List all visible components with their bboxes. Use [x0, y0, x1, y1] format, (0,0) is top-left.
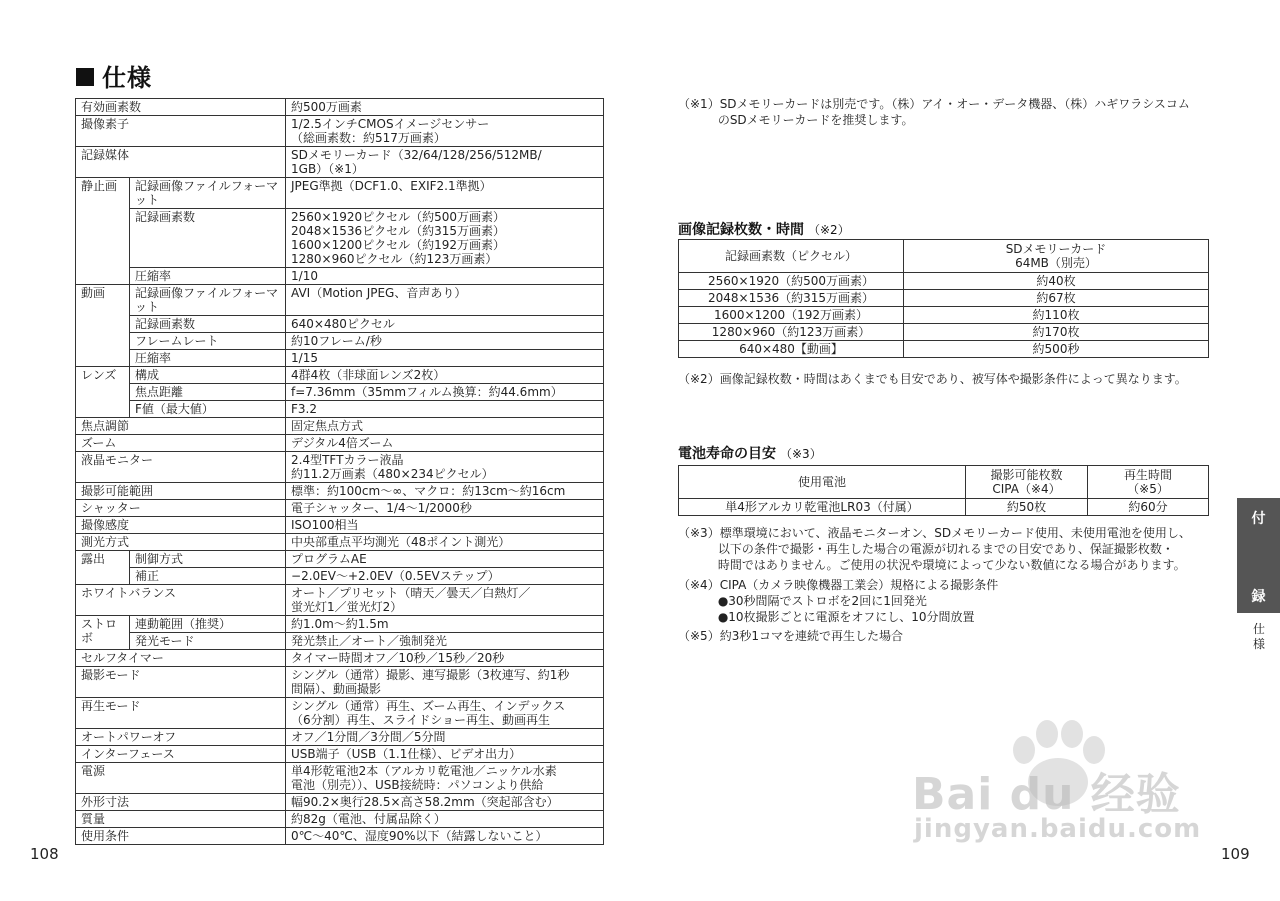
spec-group-label: 動画 — [76, 285, 130, 367]
table-row — [76, 650, 604, 667]
table-row — [76, 99, 604, 116]
spec-value: 単4形乾電池2本（アルカリ乾電池／ニッケル水素 電池（別売））、USB接続時：パソコンより供給 — [286, 763, 604, 794]
spec-label: 記録媒体 — [76, 147, 286, 178]
spec-value: 約82g（電池、付属品除く） — [286, 811, 604, 828]
battery-table — [678, 465, 1209, 516]
table-row — [76, 384, 604, 401]
spec-value: 640×480ピクセル — [286, 316, 604, 333]
spec-label: 電源 — [76, 763, 286, 794]
table-row — [76, 633, 604, 650]
table-row — [76, 616, 604, 633]
spec-value: ISO100相当 — [286, 517, 604, 534]
table-row — [679, 499, 1209, 516]
watermark-text: Bai du 经验 — [912, 769, 1181, 820]
table-row — [76, 698, 604, 729]
spec-label: 液晶モニター — [76, 452, 286, 483]
spec-label: シャッター — [76, 500, 286, 517]
spec-value: 2.4型TFTカラー液晶 約11.2万画素（480×234ピクセル） — [286, 452, 604, 483]
spec-value: 幅90.2×奥行28.5×高さ58.2mm（突起部含む） — [286, 794, 604, 811]
table-row — [76, 828, 604, 845]
spec-item-label: 記録画像ファイルフォーマット — [130, 178, 286, 209]
spec-item-label: 連動範囲（推奨） — [130, 616, 286, 633]
table-row — [76, 585, 604, 616]
record-section-title: 画像記録枚数・時間 （※2） — [678, 222, 850, 238]
table-row — [679, 307, 1209, 324]
spec-value: 約1.0m〜約1.5m — [286, 616, 604, 633]
spec-label: 撮影モード — [76, 667, 286, 698]
table-row — [76, 568, 604, 585]
note-2: （※2）画像記録枚数・時間はあくまでも目安であり、被写体や撮影条件によって異なります。 — [678, 372, 1187, 386]
spec-item-label: 記録画素数 — [130, 209, 286, 268]
spec-value: 発光禁止／オート／強制発光 — [286, 633, 604, 650]
table-row — [679, 324, 1209, 341]
page-number-right: 109 — [1221, 845, 1250, 863]
table-row — [76, 285, 604, 316]
battery-header-cell: 撮影可能枚数 CIPA（※4） — [966, 466, 1088, 499]
spec-item-label: 発光モード — [130, 633, 286, 650]
spec-label: 撮像感度 — [76, 517, 286, 534]
spec-value: 2560×1920ピクセル（約500万画素） 2048×1536ピクセル（約315万画素） 1600×1200ピクセル（約192万画素） 1280×960ピクセル（約123万画素） — [286, 209, 604, 268]
record-cell: 640×480【動画】 — [679, 341, 904, 358]
table-row — [76, 811, 604, 828]
battery-header-row — [679, 466, 1209, 499]
spec-label: 焦点調節 — [76, 418, 286, 435]
table-row — [76, 401, 604, 418]
battery-section-title: 電池寿命の目安 （※3） — [678, 446, 822, 462]
spec-item-label: 圧縮率 — [130, 350, 286, 367]
spec-value: オート／プリセット（晴天／曇天／白熱灯／ 蛍光灯1／蛍光灯2） — [286, 585, 604, 616]
battery-cell: 約60分 — [1088, 499, 1209, 516]
spec-label: 撮影可能範囲 — [76, 483, 286, 500]
note-4: （※4）CIPA（カメラ映像機器工業会）規格による撮影条件 ●30秒間隔でストロボを2回に1回発光 ●10枚撮影ごとに電源をオフにし、10分間放置 — [678, 578, 999, 624]
spec-item-label: 構成 — [130, 367, 286, 384]
record-cell: 約40枚 — [904, 273, 1209, 290]
table-row — [679, 341, 1209, 358]
battery-cell: 単4形アルカリ乾電池LR03（付属） — [679, 499, 966, 516]
spec-label: 質量 — [76, 811, 286, 828]
record-table — [678, 239, 1209, 358]
spec-value: 約10フレーム/秒 — [286, 333, 604, 350]
record-cell: 約170枚 — [904, 324, 1209, 341]
spec-item-label: フレームレート — [130, 333, 286, 350]
spec-item-label: 焦点距離 — [130, 384, 286, 401]
spec-table — [75, 98, 604, 845]
table-row — [76, 551, 604, 568]
record-cell: 約500秒 — [904, 341, 1209, 358]
spec-value: 標準：約100cm〜∞、マクロ：約13cm〜約16cm — [286, 483, 604, 500]
table-row — [76, 794, 604, 811]
table-row — [76, 116, 604, 147]
table-row — [76, 746, 604, 763]
side-tab-subtitle: 仕様 — [1252, 622, 1265, 651]
spec-value: 1/2.5インチCMOSイメージセンサー （総画素数：約517万画素） — [286, 116, 604, 147]
page-title: 仕様 — [76, 58, 152, 93]
battery-header-cell: 再生時間 （※5） — [1088, 466, 1209, 499]
table-row — [76, 316, 604, 333]
spec-label: ズーム — [76, 435, 286, 452]
spec-value: AVI（Motion JPEG、音声あり） — [286, 285, 604, 316]
battery-cell: 約50枚 — [966, 499, 1088, 516]
spec-value: シングル（通常）撮影、連写撮影（3枚連写、約1秒 間隔）、動画撮影 — [286, 667, 604, 698]
table-row — [76, 418, 604, 435]
spec-value: 4群4枚（非球面レンズ2枚） — [286, 367, 604, 384]
spec-value: −2.0EV〜+2.0EV（0.5EVステップ） — [286, 568, 604, 585]
spec-label: 使用条件 — [76, 828, 286, 845]
spec-value: デジタル4倍ズーム — [286, 435, 604, 452]
record-cell: 1600×1200（192万画素） — [679, 307, 904, 324]
battery-header-cell: 使用電池 — [679, 466, 966, 499]
spec-value: 固定焦点方式 — [286, 418, 604, 435]
table-row — [76, 452, 604, 483]
table-row — [76, 500, 604, 517]
spec-group-label: 露出 — [76, 551, 130, 585]
table-row — [679, 290, 1209, 307]
table-row — [76, 178, 604, 209]
spec-value: USB端子（USB（1.1仕様）、ビデオ出力） — [286, 746, 604, 763]
spec-item-label: 補正 — [130, 568, 286, 585]
page-number-left: 108 — [30, 845, 59, 863]
record-header-cell: 記録画素数（ピクセル） — [679, 240, 904, 273]
table-row — [76, 534, 604, 551]
spec-item-label: 記録画像ファイルフォーマット — [130, 285, 286, 316]
note-3: （※3）標準環境において、液晶モニターオン、SDメモリーカード使用、未使用電池を使用し、 以下の条件で撮影・再生した場合の電源が切れるまでの目安であり、保証撮影枚数・ 時間ではありません。ご使用の状況や環境によって少ない数値になる場合があります。 — [678, 526, 1191, 572]
table-row — [76, 209, 604, 268]
spec-value: 1/15 — [286, 350, 604, 367]
table-row — [76, 350, 604, 367]
square-bullet-icon — [76, 68, 94, 86]
spec-group-label: 静止画 — [76, 178, 130, 285]
watermark-url: jingyan.baidu.com — [914, 814, 1202, 844]
spec-label: インターフェース — [76, 746, 286, 763]
spec-value: 0℃〜40℃、湿度90%以下（結露しないこと） — [286, 828, 604, 845]
spec-value: f=7.36mm（35mmフィルム換算：約44.6mm） — [286, 384, 604, 401]
record-cell: 約110枚 — [904, 307, 1209, 324]
table-row — [76, 367, 604, 384]
spec-item-label: 記録画素数 — [130, 316, 286, 333]
table-row — [76, 483, 604, 500]
record-cell: 1280×960（約123万画素） — [679, 324, 904, 341]
table-row — [76, 729, 604, 746]
table-row — [679, 273, 1209, 290]
side-tab-bottom-char: 録 — [1251, 589, 1266, 605]
record-cell: 約67枚 — [904, 290, 1209, 307]
spec-item-label: F値（最大値） — [130, 401, 286, 418]
table-row — [76, 333, 604, 350]
spec-group-label: ストロボ — [76, 616, 130, 650]
spec-value: 1/10 — [286, 268, 604, 285]
spec-label: 有効画素数 — [76, 99, 286, 116]
spec-value: 中央部重点平均測光（48ポイント測光） — [286, 534, 604, 551]
appendix-side-tab — [1237, 498, 1280, 613]
spec-label: 外形寸法 — [76, 794, 286, 811]
spec-item-label: 圧縮率 — [130, 268, 286, 285]
spec-item-label: 制御方式 — [130, 551, 286, 568]
note-1: （※1）SDメモリーカードは別売です。（株）アイ・オー・データ機器、（株）ハギワラシスコム のSDメモリーカードを推奨します。 — [678, 97, 1190, 127]
record-header-row — [679, 240, 1209, 273]
spec-value: 電子シャッター、1/4〜1/2000秒 — [286, 500, 604, 517]
spec-value: オフ／1分間／3分間／5分間 — [286, 729, 604, 746]
side-tab-top-char: 付 — [1251, 511, 1266, 527]
spec-value: 約500万画素 — [286, 99, 604, 116]
record-cell: 2560×1920（約500万画素） — [679, 273, 904, 290]
table-row — [76, 517, 604, 534]
note-5: （※5）約3秒1コマを連続で再生した場合 — [678, 629, 903, 643]
spec-label: オートパワーオフ — [76, 729, 286, 746]
table-row — [76, 667, 604, 698]
spec-value: F3.2 — [286, 401, 604, 418]
table-row — [76, 435, 604, 452]
record-header-cell: SDメモリーカード 64MB（別売） — [904, 240, 1209, 273]
table-row — [76, 268, 604, 285]
spec-group-label: レンズ — [76, 367, 130, 418]
spec-label: ホワイトバランス — [76, 585, 286, 616]
record-cell: 2048×1536（約315万画素） — [679, 290, 904, 307]
spec-label: 撮像素子 — [76, 116, 286, 147]
spec-value: SDメモリーカード（32/64/128/256/512MB/ 1GB）（※1） — [286, 147, 604, 178]
table-row — [76, 763, 604, 794]
spec-value: シングル（通常）再生、ズーム再生、インデックス （6分割）再生、スライドショー再生、動画再生 — [286, 698, 604, 729]
spec-label: セルフタイマー — [76, 650, 286, 667]
spec-label: 再生モード — [76, 698, 286, 729]
table-row — [76, 147, 604, 178]
spec-value: タイマー時間オフ／10秒／15秒／20秒 — [286, 650, 604, 667]
spec-label: 測光方式 — [76, 534, 286, 551]
spec-value: プログラムAE — [286, 551, 604, 568]
watermark — [912, 712, 1212, 862]
spec-value: JPEG準拠（DCF1.0、EXIF2.1準拠） — [286, 178, 604, 209]
